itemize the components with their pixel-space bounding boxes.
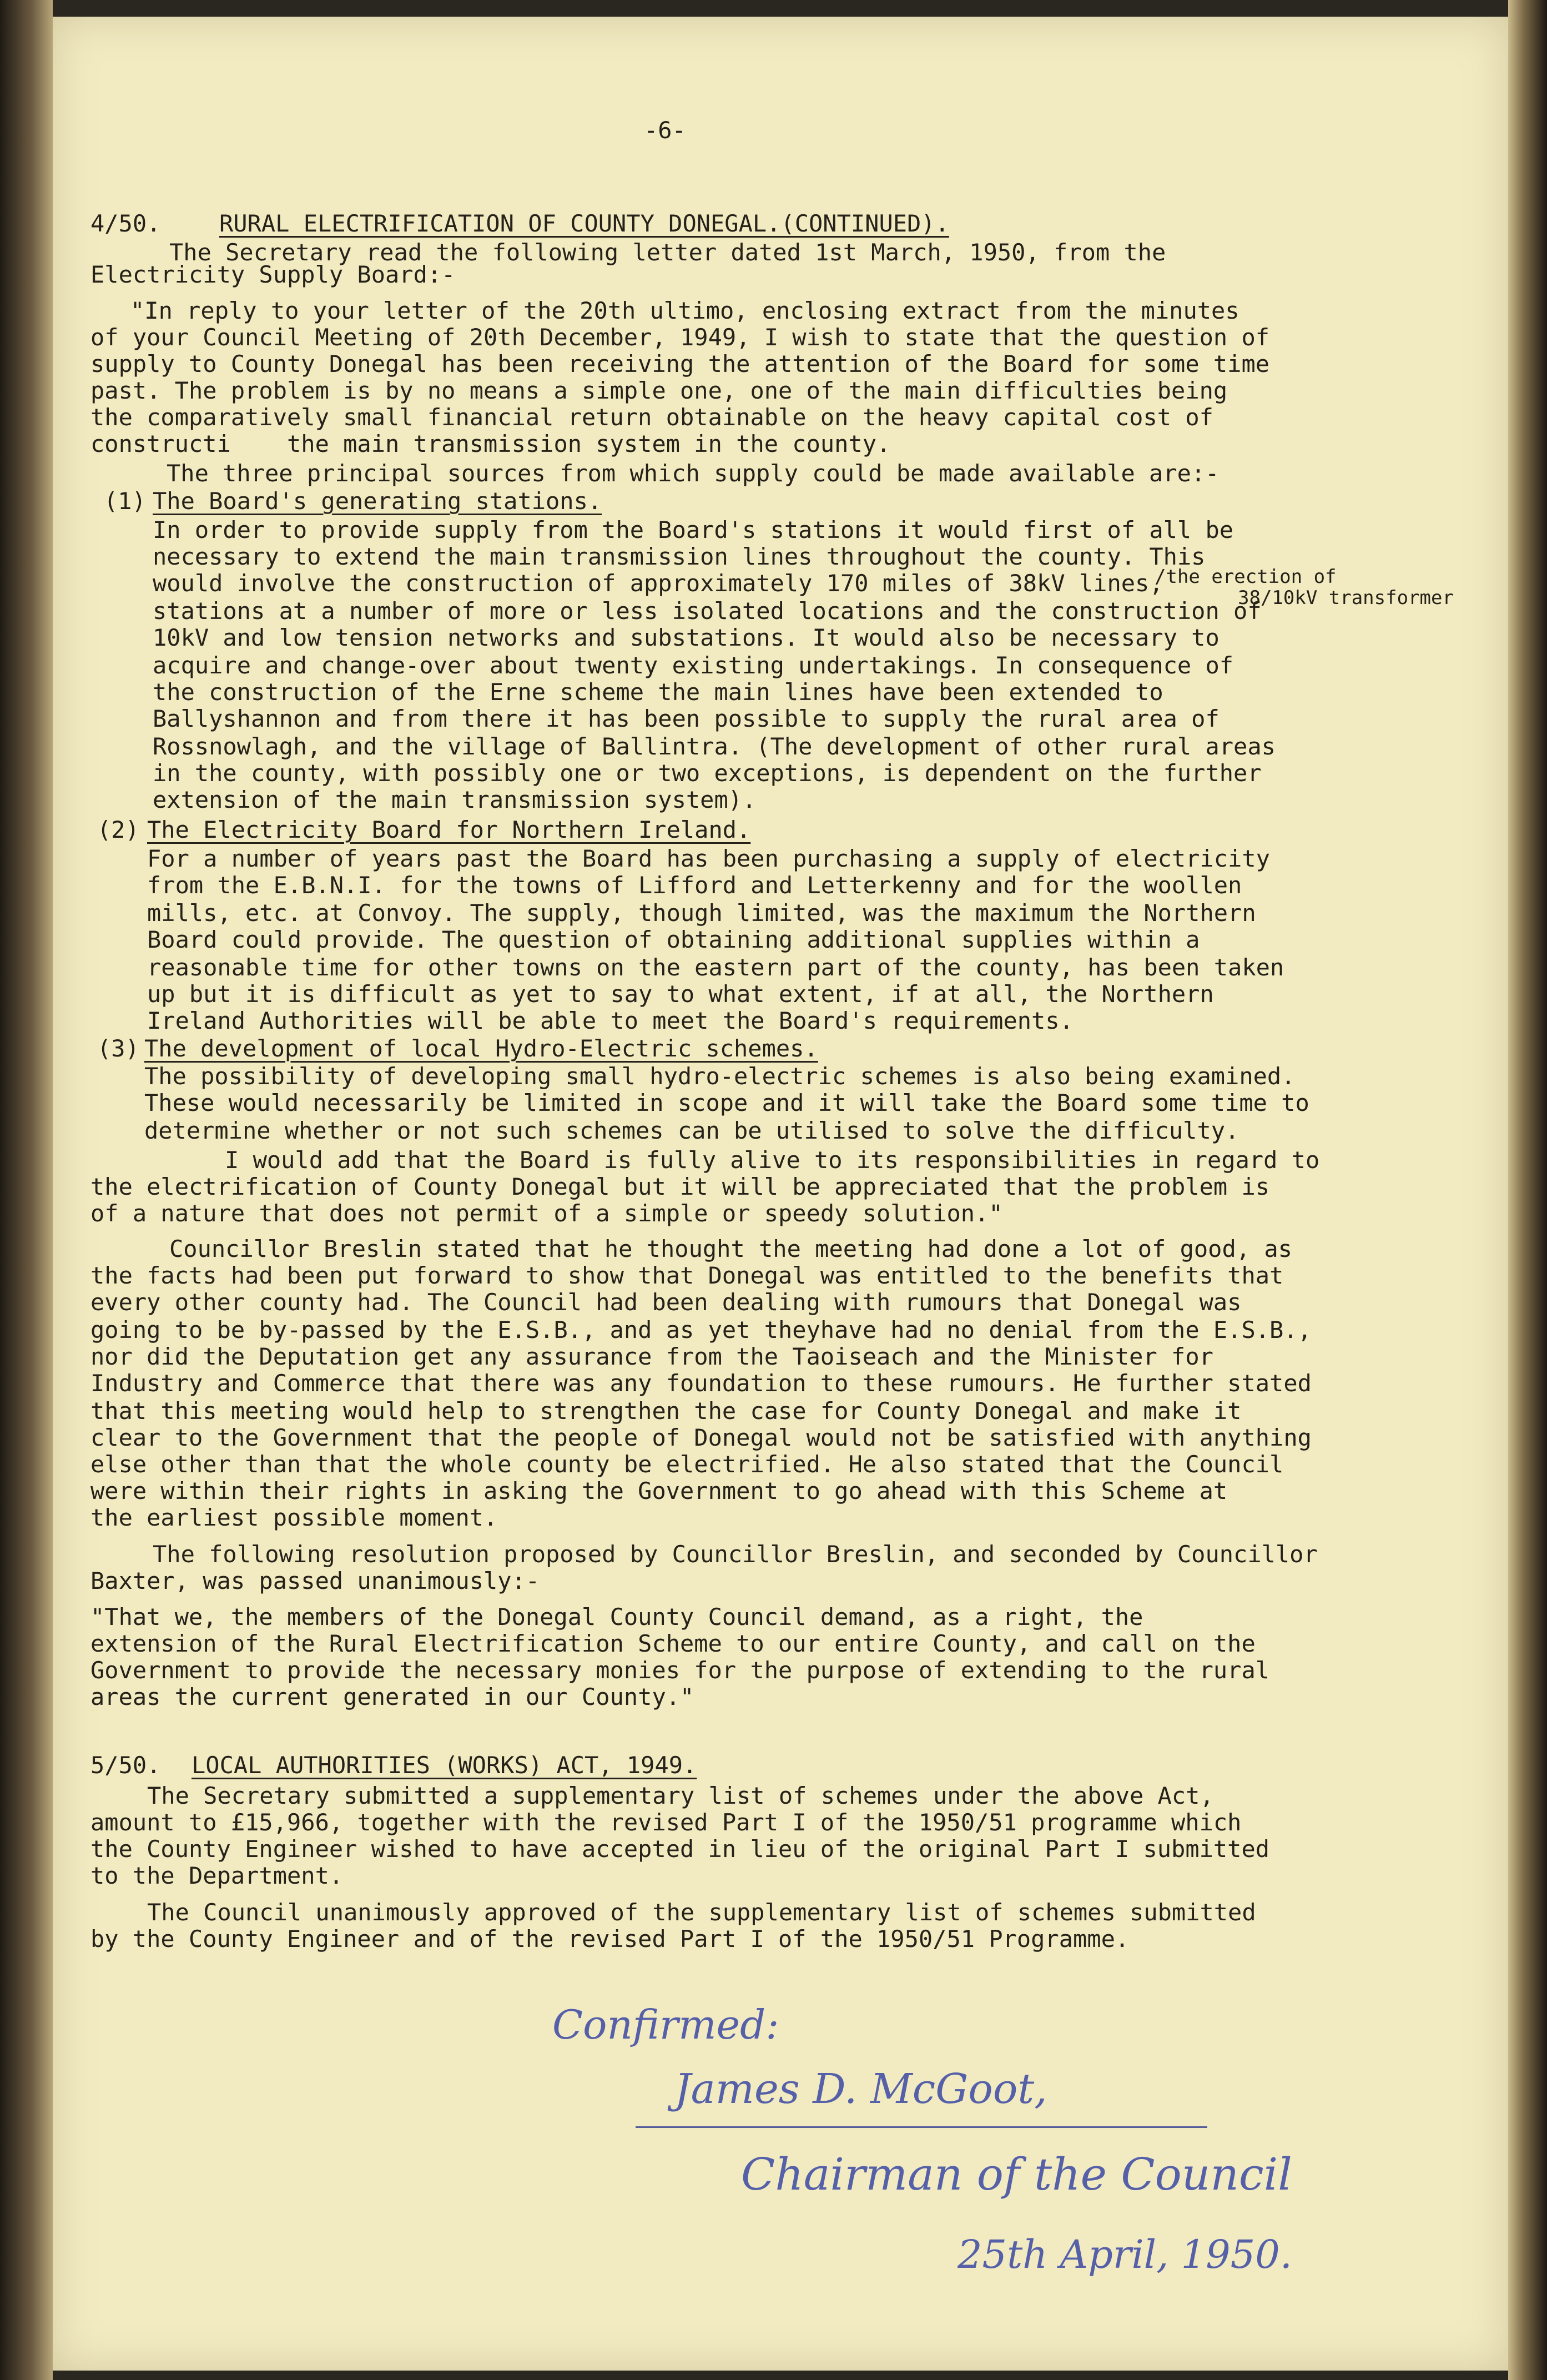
discussion-line-16: areas the current generated in our County." <box>90 1683 694 1710</box>
document-page <box>53 17 1508 2371</box>
book-binding-right <box>1508 0 1547 2380</box>
book-binding-left <box>0 0 53 2380</box>
discussion-line-6: that this meeting would help to strengthen the case for County Donegal and make it <box>90 1397 1242 1425</box>
source-1-line-0: In order to provide supply from the Board's stations it would first of all be <box>153 516 1234 544</box>
source-2-line-6: Ireland Authorities will be able to meet the Board's requirements. <box>147 1007 1074 1034</box>
source-3-line-0: The possibility of developing small hydro-electric schemes is also being examined. <box>144 1063 1296 1090</box>
page-number: -6- <box>644 117 686 144</box>
source-3-line-2: determine whether or not such schemes can be utilised to solve the difficulty. <box>144 1117 1239 1144</box>
item-5-line-2: the County Engineer wished to have accepted in lieu of the original Part I submitted <box>90 1835 1270 1863</box>
discussion-line-4: nor did the Deputation get any assurance from the Taoiseach and the Minister for <box>90 1343 1213 1370</box>
source-1-line-2: would involve the construction of approximately 170 miles of 38kV lines, <box>153 570 1163 597</box>
source-1-line-6: the construction of the Erne scheme the main lines have been extended to <box>153 678 1163 706</box>
source-3-line-4: the electrification of County Donegal but it will be appreciated that the problem is <box>90 1173 1270 1200</box>
source-2-line-1: from the E.B.N.I. for the towns of Lifford and Letterkenny and for the woollen <box>147 872 1242 899</box>
discussion-line-13: "That we, the members of the Donegal County Council demand, as a right, the <box>90 1603 1143 1631</box>
source-3-line-3: I would add that the Board is fully alive to its responsibilities in regard to <box>225 1146 1320 1174</box>
discussion-line-0: Councillor Breslin stated that he thought the meeting had done a lot of good, as <box>169 1235 1292 1262</box>
discussion-line-2: every other county had. The Council had been dealing with rumours that Donegal was <box>90 1289 1242 1316</box>
source-2-line-3: Board could provide. The question of obtaining additional supplies within a <box>147 926 1200 953</box>
source-1-line-3: stations at a number of more or less isolated locations and the construction of <box>153 597 1262 625</box>
discussion-line-5: Industry and Commerce that there was any foundation to these rumours. He further stated <box>90 1370 1312 1397</box>
item-4-line-7: constructi the main transmission system in the county. <box>90 430 891 457</box>
source-2-heading: The Electricity Board for Northern Ireland. <box>147 816 751 843</box>
discussion-line-10: the earliest possible moment. <box>90 1504 498 1531</box>
item-5-line-1: amount to £15,966, together with the revised Part I of the 1950/51 programme which <box>90 1809 1242 1836</box>
signature-rule <box>636 2126 1207 2128</box>
source-1-line-10: extension of the main transmission system). <box>153 786 757 813</box>
source-3-line-1: These would necessarily be limited in scope and it will take the Board some time to <box>144 1089 1309 1116</box>
source-1-number: (1) <box>104 487 146 515</box>
source-1-line-4: 10kV and low tension networks and substations. It would also be necessary to <box>153 624 1220 651</box>
discussion-line-15: Government to provide the necessary monies for the purpose of extending to the rural <box>90 1657 1270 1684</box>
item-5-line-4: The Council unanimously approved of the supplementary list of schemes submitted <box>147 1899 1256 1926</box>
item-4-line-5: past. The problem is by no means a simple one, one of the main difficulties being <box>90 377 1228 404</box>
discussion-line-12: Baxter, was passed unanimously:- <box>90 1567 540 1594</box>
item-5-line-5: by the County Engineer and of the revised Part I of the 1950/51 Programme. <box>90 1925 1130 1953</box>
source-3-line-5: of a nature that does not permit of a simple or speedy solution." <box>90 1200 1003 1227</box>
discussion-line-8: else other than that the whole county be electrified. He also stated that the Council <box>90 1451 1284 1478</box>
item-4-line-3: of your Council Meeting of 20th December, 1949, I wish to state that the question of <box>90 324 1270 351</box>
discussion-line-11: The following resolution proposed by Councillor Breslin, and seconded by Councillor <box>153 1541 1318 1568</box>
signature-title: Chairman of the Council <box>741 2148 1292 2200</box>
item-4-line-0: The Secretary read the following letter dated 1st March, 1950, from the <box>169 239 1166 266</box>
source-2-number: (2) <box>97 816 139 843</box>
item-4-line-6: the comparatively small financial return obtainable on the heavy capital cost of <box>90 404 1213 431</box>
item-4-line-2: "In reply to your letter of the 20th ultimo, enclosing extract from the minutes <box>130 297 1239 324</box>
discussion-line-7: clear to the Government that the people of Donegal would not be satisfied with anything <box>90 1424 1312 1451</box>
signature-date: 25th April, 1950. <box>958 2232 1293 2277</box>
item-5-line-3: to the Department. <box>90 1862 344 1889</box>
source-1-line-7: Ballyshannon and from there it has been possible to supply the rural area of <box>153 705 1220 732</box>
source-1-insertion-2: 38/10kV transformer <box>1238 587 1454 609</box>
discussion-line-14: extension of the Rural Electrification Scheme to our entire County, and call on the <box>90 1630 1256 1657</box>
source-1-heading: The Board's generating stations. <box>153 487 602 515</box>
source-2-line-0: For a number of years past the Board has been purchasing a supply of electricity <box>147 845 1270 872</box>
item-4-line-1: Electricity Supply Board:- <box>90 261 456 288</box>
source-1-line-9: in the county, with possibly one or two exceptions, is dependent on the further <box>153 759 1262 787</box>
discussion-line-3: going to be by-passed by the E.S.B., and as yet theyhave had no denial from the E.S.B., <box>90 1316 1312 1344</box>
source-1-line-8: Rossnowlagh, and the village of Ballintra. (The development of other rural areas <box>153 733 1276 760</box>
source-3-number: (3) <box>97 1035 139 1062</box>
discussion-line-9: were within their rights in asking the Government to go ahead with this Scheme at <box>90 1477 1228 1505</box>
source-2-line-5: up but it is difficult as yet to say to what extent, if at all, the Northern <box>147 980 1214 1008</box>
source-3-heading: The development of local Hydro-Electric schemes. <box>144 1035 818 1062</box>
item-4-line-4: supply to County Donegal has been receiving the attention of the Board for some time <box>90 350 1270 378</box>
item-5-heading: LOCAL AUTHORITIES (WORKS) ACT, 1949. <box>192 1752 697 1779</box>
signature-confirmed: Confirmed: <box>552 2001 779 2048</box>
source-2-line-4: reasonable time for other towns on the eastern part of the county, has been taken <box>147 954 1284 981</box>
item-5-line-0: The Secretary submitted a supplementary list of schemes under the above Act, <box>147 1782 1214 1809</box>
source-1-line-5: acquire and change-over about twenty existing undertakings. In consequence of <box>153 652 1234 679</box>
item-4-number: 4/50. <box>90 210 161 237</box>
document-text <box>53 17 1508 2371</box>
source-1-line-1: necessary to extend the main transmission lines throughout the county. This <box>153 543 1206 570</box>
item-4-line-8: The three principal sources from which supply could be made available are:- <box>167 460 1220 487</box>
item-5-number: 5/50. <box>90 1752 161 1779</box>
signature-name: James D. McGoot, <box>674 2065 1047 2113</box>
source-2-line-2: mills, etc. at Convoy. The supply, though limited, was the maximum the Northern <box>147 899 1256 927</box>
source-1-insertion: /the erection of <box>1155 566 1337 588</box>
item-4-heading: RURAL ELECTRIFICATION OF COUNTY DONEGAL.(CONTINUED). <box>219 210 949 237</box>
discussion-line-1: the facts had been put forward to show that Donegal was entitled to the benefits that <box>90 1262 1284 1289</box>
